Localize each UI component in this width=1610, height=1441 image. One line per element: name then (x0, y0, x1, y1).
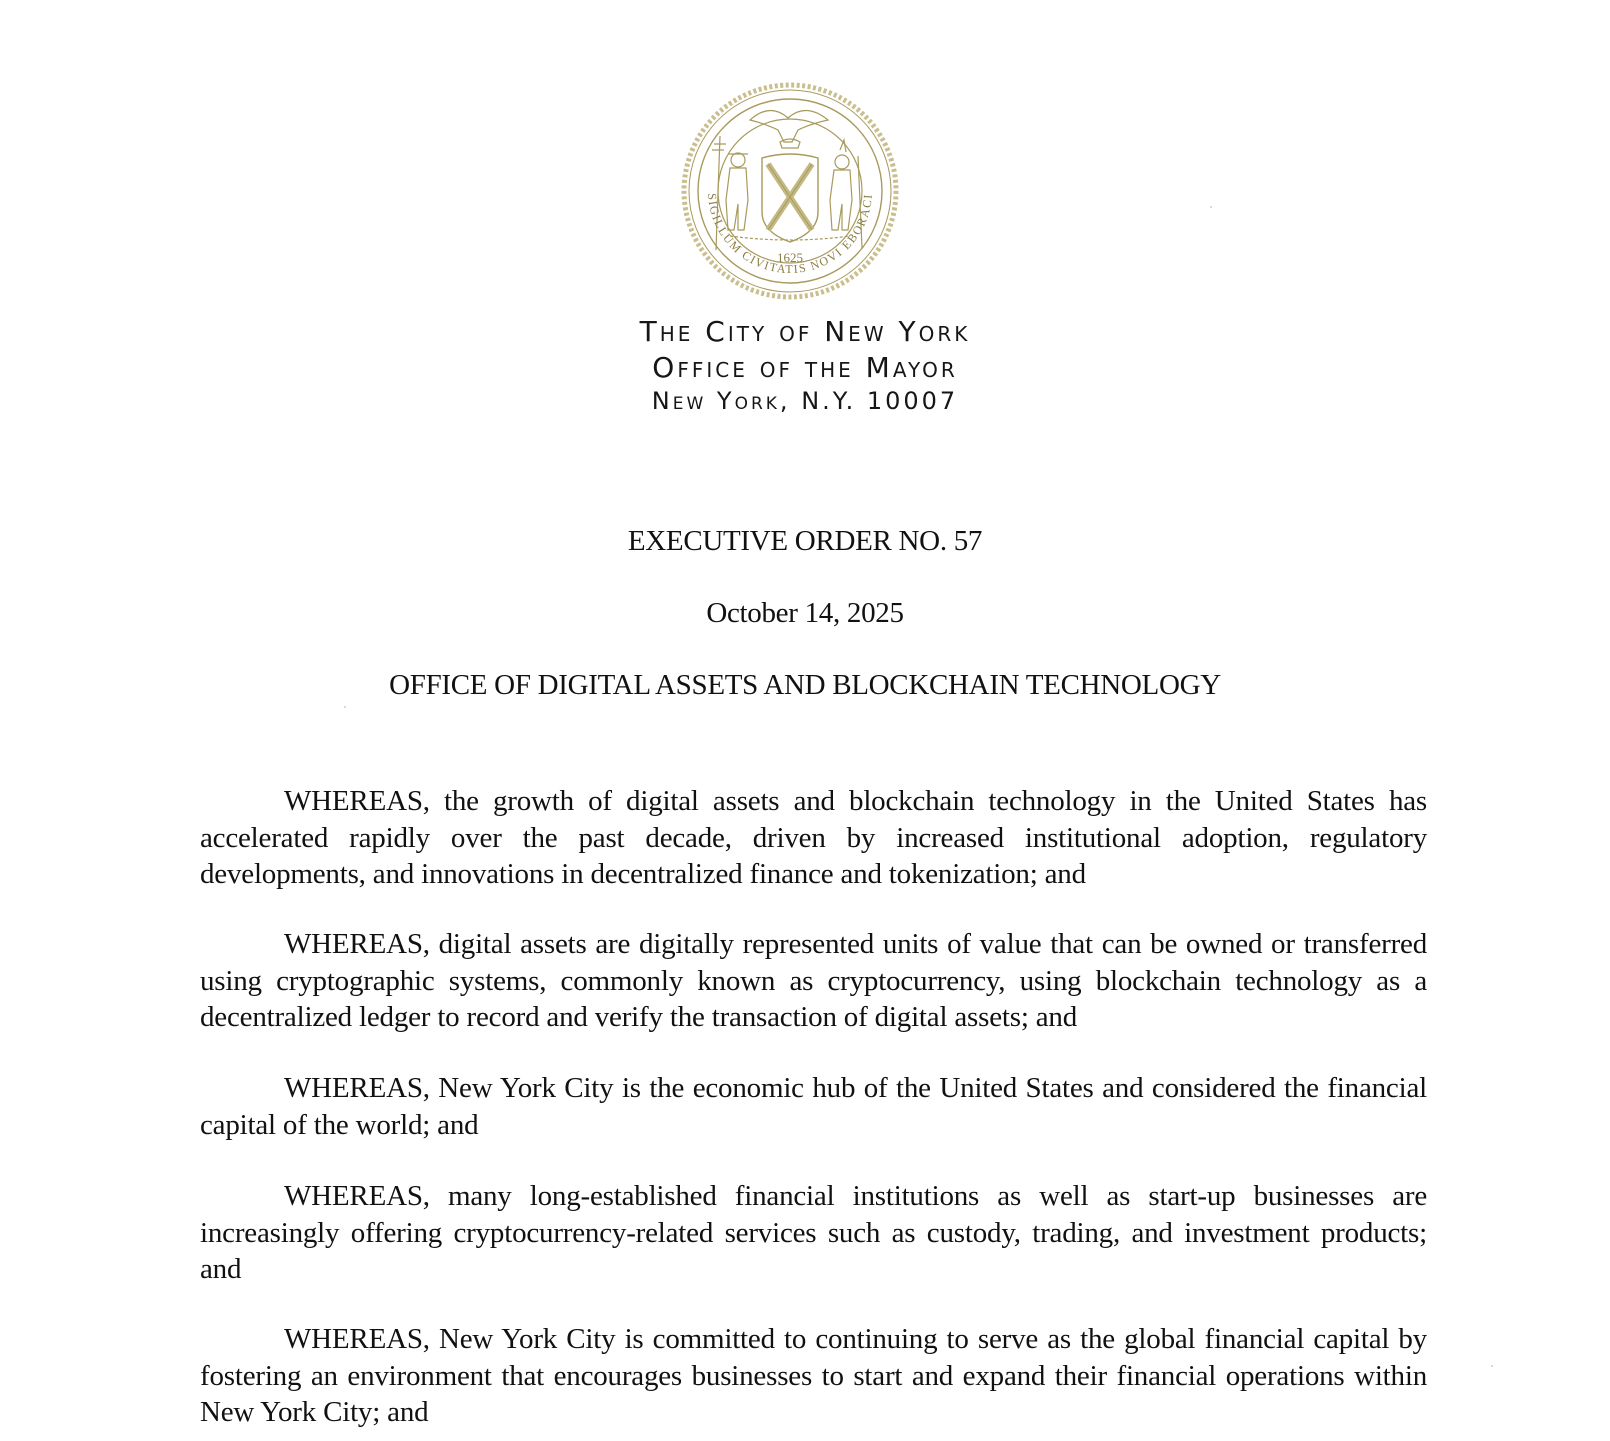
executive-order-number: EXECUTIVE ORDER NO. 57 (627, 525, 983, 557)
letterhead-office: Office of the Mayor (652, 351, 958, 384)
whereas-paragraph-1: WHEREAS, the growth of digital assets and blockchain technology in the United States has accelerated rapidly over the past decade, driven by increased institutional adoption, regulatory developments, and innovations in decentralized finance and tokenization; and (200, 785, 1427, 890)
whereas-paragraph-2: WHEREAS, digital assets are digitally represented units of value that can be owned or transferred using cryptographic systems, commonly known as cryptocurrency, using blockchain technology as a decentralized ledger to record and verify the transaction of digital assets; and (200, 928, 1427, 1033)
order-subject: OFFICE OF DIGITAL ASSETS AND BLOCKCHAIN TECHNOLOGY (389, 669, 1221, 701)
whereas-paragraph-3: WHEREAS, New York City is the economic hub of the United States and considered the financial capital of the world; and (200, 1072, 1427, 1141)
seal-motto: SIGILLUM CIVITATIS NOVI EBORACI (704, 192, 876, 277)
svg-text:SIGILLUM CIVITATIS NOVI EBORAC (705, 193, 875, 276)
city-seal-icon (680, 80, 900, 302)
whereas-paragraph-4: WHEREAS, many long-established financial institutions as well as start-up businesses are increasingly offering cryptocurrency-related services such as custody, trading, and investment products; and (200, 1180, 1427, 1285)
order-date: October 14, 2025 (706, 597, 904, 629)
letterhead-city: The City of New York (639, 315, 971, 348)
scan-speck (1210, 206, 1212, 208)
letterhead-address: New York, N.Y. 10007 (651, 387, 959, 415)
whereas-paragraph-5: WHEREAS, New York City is committed to continuing to serve as the global financial capital by fostering an environment that encourages businesses to start and expand their financial operations within New York City; and (200, 1323, 1427, 1428)
scan-speck (1491, 1365, 1493, 1367)
seal-year: 1625 (777, 250, 803, 265)
scan-speck (344, 706, 346, 708)
